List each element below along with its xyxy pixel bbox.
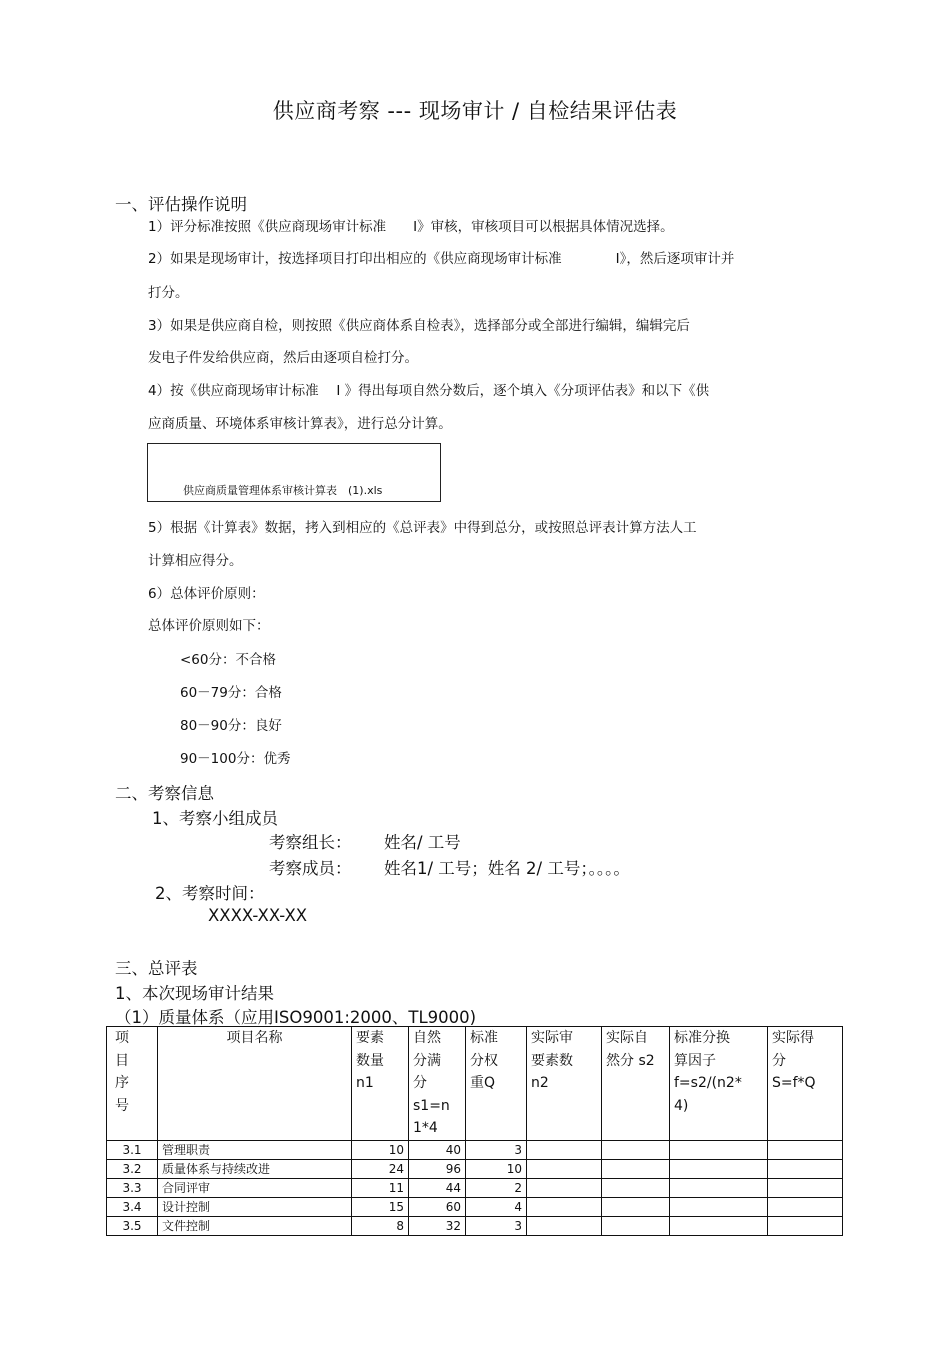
row-s1: 40 (409, 1140, 466, 1159)
row-n2-cell[interactable] (527, 1159, 602, 1178)
row-n2-cell[interactable] (527, 1178, 602, 1197)
row-factor-cell[interactable] (670, 1197, 768, 1216)
summary-table (106, 1026, 843, 1236)
row-name: 合同评审 (158, 1178, 352, 1197)
table-header-row (107, 1027, 843, 1141)
row-s2-cell[interactable] (602, 1197, 670, 1216)
instruction-6: 6）总体评价原则： (148, 586, 265, 602)
row-factor-cell[interactable] (670, 1216, 768, 1235)
row-name: 管理职责 (158, 1140, 352, 1159)
section-heading-instructions: 一、评估操作说明 (115, 195, 247, 214)
table-row (107, 1178, 843, 1197)
audit-result-heading: 1、本次现场审计结果 (115, 984, 274, 1003)
table-row (107, 1197, 843, 1216)
row-number: 3.5 (107, 1216, 158, 1235)
header-actual-elements: 实际审 要素数 n2 (527, 1027, 602, 1141)
header-conversion-factor: 标准分换 算因子 f=s2/(n2* 4) (670, 1027, 768, 1141)
row-n1: 10 (352, 1140, 409, 1159)
row-s2-cell[interactable] (602, 1216, 670, 1235)
row-name: 文件控制 (158, 1216, 352, 1235)
instruction-3: 3）如果是供应商自检，则按照《供应商体系自检表》，选择部分或全部进行编辑，编辑完后 (148, 318, 690, 334)
row-number: 3.4 (107, 1197, 158, 1216)
row-n2-cell[interactable] (527, 1216, 602, 1235)
instruction-1: 1）评分标准按照《供应商现场审计标准 I》审核，审核项目可以根据具体情况选择。 (148, 219, 674, 235)
row-score-cell[interactable] (768, 1159, 843, 1178)
row-s1: 60 (409, 1197, 466, 1216)
header-actual-score: 实际得 分 S=f*Q (768, 1027, 843, 1141)
row-number: 3.2 (107, 1159, 158, 1178)
row-name: 质量体系与持续改进 (158, 1159, 352, 1178)
row-s1: 44 (409, 1178, 466, 1197)
table-row (107, 1159, 843, 1178)
members-value: 姓名1/ 工号；姓名 2/ 工号；。。。。 (384, 859, 630, 878)
row-s2-cell[interactable] (602, 1140, 670, 1159)
grade-excellent: 90－100分：优秀 (180, 751, 291, 767)
row-s1: 96 (409, 1159, 466, 1178)
row-score-cell[interactable] (768, 1140, 843, 1159)
row-n2-cell[interactable] (527, 1140, 602, 1159)
attachment-filename: 供应商质量管理体系审核计算表 (1).xls (183, 484, 383, 497)
leader-label: 考察组长： (269, 833, 352, 852)
row-score-cell[interactable] (768, 1178, 843, 1197)
table-row (107, 1216, 843, 1235)
row-weight: 3 (466, 1216, 527, 1235)
inspection-time-heading: 2、考察时间： (155, 884, 265, 903)
row-n2-cell[interactable] (527, 1197, 602, 1216)
row-name: 设计控制 (158, 1197, 352, 1216)
leader-value: 姓名/ 工号 (384, 833, 461, 852)
quality-system-heading: （1）质量体系（应用ISO9001:2000、TL9000) (115, 1008, 477, 1027)
table-row (107, 1140, 843, 1159)
instruction-2: 2）如果是现场审计，按选择项目打印出相应的《供应商现场审计标准 I》，然后逐项审计并 (148, 251, 735, 267)
header-weight: 标准 分权 重Q (466, 1027, 527, 1141)
header-element-count: 要素 数量 n1 (352, 1027, 409, 1141)
row-s2-cell[interactable] (602, 1178, 670, 1197)
row-weight: 3 (466, 1140, 527, 1159)
row-number: 3.1 (107, 1140, 158, 1159)
instruction-2-cont: 打分。 (148, 285, 189, 301)
row-s2-cell[interactable] (602, 1159, 670, 1178)
row-n1: 8 (352, 1216, 409, 1235)
row-n1: 11 (352, 1178, 409, 1197)
row-s1: 32 (409, 1216, 466, 1235)
team-members-heading: 1、考察小组成员 (152, 809, 278, 828)
row-factor-cell[interactable] (670, 1178, 768, 1197)
header-actual-natural-score: 实际自 然分 s2 (602, 1027, 670, 1141)
header-item-number: 项 目 序 号 (107, 1027, 158, 1141)
row-n1: 15 (352, 1197, 409, 1216)
instruction-5: 5）根据《计算表》数据，拷入到相应的《总评表》中得到总分，或按照总评表计算方法人工 (148, 520, 697, 536)
header-natural-full-score: 自然 分满 分 s1=n 1*4 (409, 1027, 466, 1141)
row-score-cell[interactable] (768, 1216, 843, 1235)
row-weight: 4 (466, 1197, 527, 1216)
grade-good: 80－90分：良好 (180, 718, 282, 734)
row-weight: 10 (466, 1159, 527, 1178)
evaluation-principles-intro: 总体评价原则如下： (148, 618, 270, 634)
section-heading-inspection: 二、考察信息 (115, 784, 214, 803)
row-number: 3.3 (107, 1178, 158, 1197)
section-heading-summary: 三、总评表 (115, 959, 198, 978)
row-factor-cell[interactable] (670, 1159, 768, 1178)
members-label: 考察成员： (269, 859, 352, 878)
instruction-3-cont: 发电子件发给供应商，然后由逐项自检打分。 (148, 350, 418, 366)
row-score-cell[interactable] (768, 1197, 843, 1216)
page-title: 供应商考察 --- 现场审计 / 自检结果评估表 (272, 99, 678, 123)
grade-pass: 60－79分：合格 (180, 685, 282, 701)
instruction-4-cont: 应商质量、环境体系审核计算表》，进行总分计算。 (148, 416, 452, 432)
row-factor-cell[interactable] (670, 1140, 768, 1159)
header-item-name: 项目名称 (158, 1027, 352, 1141)
row-n1: 24 (352, 1159, 409, 1178)
instruction-5-cont: 计算相应得分。 (148, 553, 243, 569)
instruction-4: 4）按《供应商现场审计标准 I 》得出每项自然分数后，逐个填入《分项评估表》和以下《供 (148, 383, 710, 399)
inspection-date: XXXX-XX-XX (208, 906, 308, 925)
row-weight: 2 (466, 1178, 527, 1197)
grade-fail: <60分：不合格 (180, 652, 276, 668)
embedded-attachment[interactable] (147, 443, 441, 502)
